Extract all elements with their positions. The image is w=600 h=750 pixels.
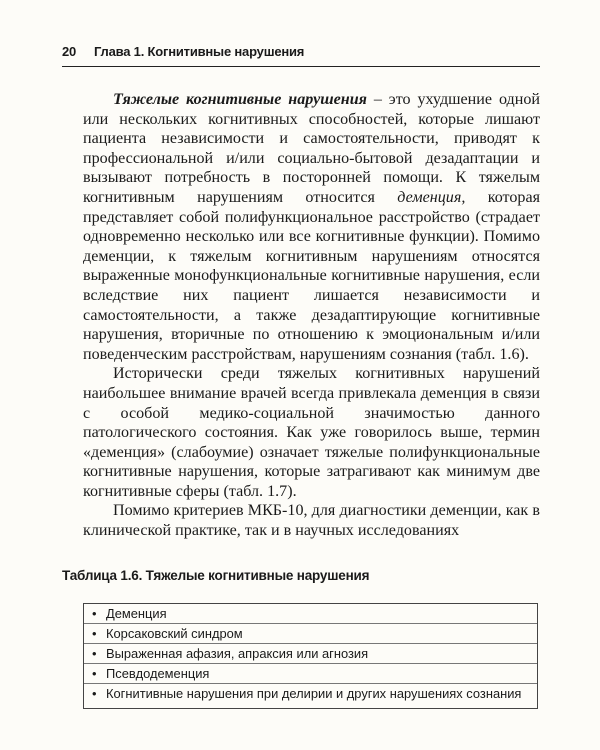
table-row [84, 684, 537, 703]
table-item-text: Корсаковский синдром [106, 626, 243, 641]
bullet: • [92, 686, 97, 701]
table-row [84, 664, 537, 684]
table-item-text: Выраженная афазия, апраксия или агнозия [106, 646, 369, 661]
paragraph-2: Исторически среди тяжелых когнитивных нарушений наибольшее внимание врачей всегда привлекала деменция в связи с особой медико-социальной значимостью данного патологического состояния. Как уже говорилось выше, термин «деменция» (слабоумие) означает тяжелые полифункциональные когнитивные нарушения, которые затрагивают как минимум две когнитивные сферы (табл. 1.7). [83, 365, 540, 500]
bullet: • [92, 666, 97, 681]
running-header [62, 44, 540, 59]
paragraph-1-text-a: – это ухудшение одной или нескольких когнитивных способностей, которые лишают пациента независимости и самостоятельности, приводят к профессиональной и/или социально-бытовой дезадаптации и вызывают потребность в посторонней помощи. К тяжелым когнитивным нарушениям относится [83, 91, 540, 206]
table-1-6 [83, 603, 538, 709]
paragraph-1-text-b: которая представляет собой полифункциональное расстройство (страдает одновременно несколько или все когнитивные функции). Помимо деменции, к тяжелым когнитивным нарушениям относятся выраженные монофункциональные когнитивные нарушения, если вследствие них пациент лишается независимости и самостоятельности, а также дезадаптирующие когнитивные нарушения, вторичные по отношению к эмоциональным и/или поведенческим расстройствам, нарушениям сознания (табл. 1.6). [83, 188, 540, 363]
table-item-text: Псевдодеменция [106, 666, 210, 681]
header-rule [62, 66, 540, 67]
table-row [84, 624, 537, 644]
table-row [84, 644, 537, 664]
bullet: • [92, 606, 97, 621]
body-text [83, 90, 540, 541]
paragraph-1 [83, 90, 540, 364]
bullet: • [92, 646, 97, 661]
table-caption: Таблица 1.6. Тяжелые когнитивные нарушения [62, 568, 370, 583]
table-row [84, 604, 537, 624]
chapter-title: Глава 1. Когнитивные нарушения [94, 44, 305, 59]
emphasis-dementia: деменция, [397, 188, 466, 206]
table-item-text: Когнитивные нарушения при делирии и других нарушениях сознания [106, 686, 522, 701]
paragraph-3: Помимо критериев МКБ-10, для диагностики деменции, как в клинической практике, так и в научных исследованиях [83, 502, 540, 540]
bullet: • [92, 626, 97, 641]
page-number: 20 [62, 44, 77, 59]
defined-term: Тяжелые когнитивные нарушения [113, 91, 367, 108]
table-item-text: Деменция [106, 606, 167, 621]
